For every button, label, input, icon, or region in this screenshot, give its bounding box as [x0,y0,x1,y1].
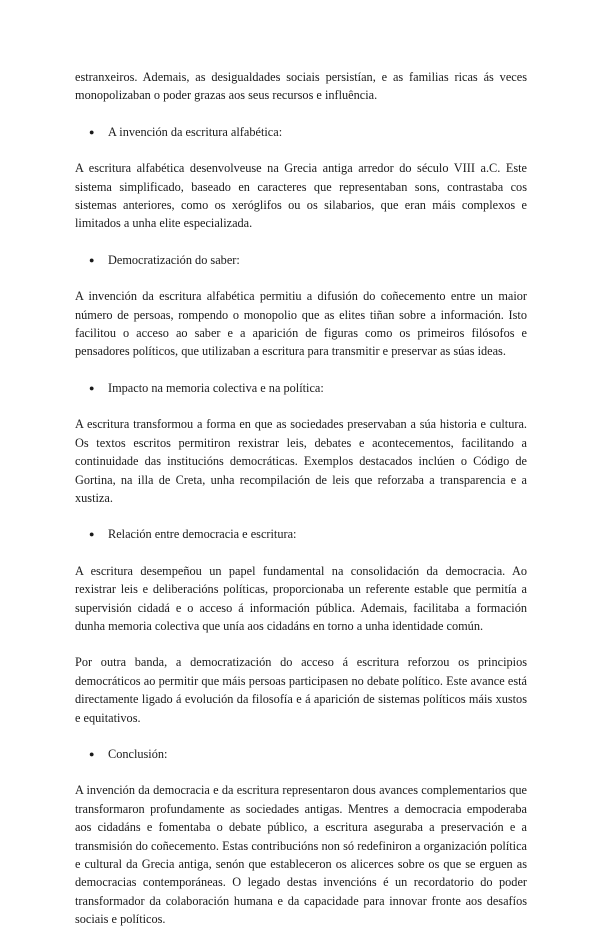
section-heading-label: Conclusión: [108,746,168,761]
section-heading [75,745,527,763]
bullet-icon: ● [89,382,95,393]
section-heading-label: Democratización do saber: [108,252,240,267]
document-page [75,68,527,929]
section-heading [75,251,527,269]
section-heading-label: Impacto na memoria colectiva e na política: [108,380,324,395]
paragraph: A escritura desempeñou un papel fundamental na consolidación da democracia. Ao rexistrar leis e deliberacións políticas, proporcionaba un referente estable que permitía a supervisión cidadá e o acceso á información pública. Ademais, facilitaba a formación dunha memoria colectiva que unía aos cidadáns en torno a unha identidade común. [75,563,527,633]
bullet-icon: ● [89,254,95,265]
section-heading [75,379,527,397]
paragraph: Por outra banda, a democratización do acceso á escritura reforzou os principios democráticos ao permitir que máis persoas participasen no debate político. Este avance está directamente ligado á evolución da filosofía e á aparición de sistemas políticos máis xustos e equitativos. [75,655,527,725]
bullet-icon: ● [89,748,95,759]
section-heading-label: Relación entre democracia e escritura: [108,527,297,542]
bullet-icon: ● [89,126,95,137]
bullet-icon: ● [89,529,95,540]
paragraph: A invención da democracia e da escritura representaron dous avances complementarios que transformaron profundamente as sociedades antigas. Mentres a democracia empoderaba aos cidadáns e fomentaba o debate público, a escritura aseguraba a preservación e a transmisión do coñecemento. Estas contribucións non só redefiniron a organización política e cultural da Grecia antiga, senón que estableceron os alicerces sobre os que se erguen as democracias contemporáneas. O legado destas invencións é un recordatorio do poder transformador da colaboración humana e da capacidade para innovar fronte aos desafíos sociais e políticos. [75,783,527,927]
paragraph-spacer [75,635,527,653]
section-heading-label: A invención da escritura alfabética: [108,124,283,139]
paragraph: A escritura alfabética desenvolveuse na Grecia antiga arredor do século VIII a.C. Este sistema simplificado, baseado en caracteres que representaban sons, contrastaba cos sistemas anteriores, como os xeróglifos ou os silabarios, que eran máis complexos e limitados a unha elite especializada. [75,161,527,231]
section-heading [75,123,527,141]
paragraph: estranxeiros. Ademais, as desigualdades sociais persistían, e as familias ricas ás veces monopolizaban o poder grazas aos seus recursos e influência. [75,70,527,103]
paragraph: A invención da escritura alfabética permitiu a difusión do coñecemento entre un maior número de persoas, rompendo o monopolio que as elites tiñan sobre a información. Isto facilitou o acceso ao saber e a aparición de figuras como os primeiros filósofos e pensadores políticos, que utilizaban a escritura para transmitir e preservar as súas ideas. [75,289,527,359]
paragraph: A escritura transformou a forma en que as sociedades preservaban a súa historia e cultura. Os textos escritos permitiron rexistrar leis, debates e acontecementos, facilitando a continuidade das institucións democráticas. Exemplos destacados inclúen o Código de Gortina, na illa de Creta, unha recompilación de leis que reforzaba a transparencia e a xustiza. [75,417,527,505]
section-heading [75,525,527,543]
